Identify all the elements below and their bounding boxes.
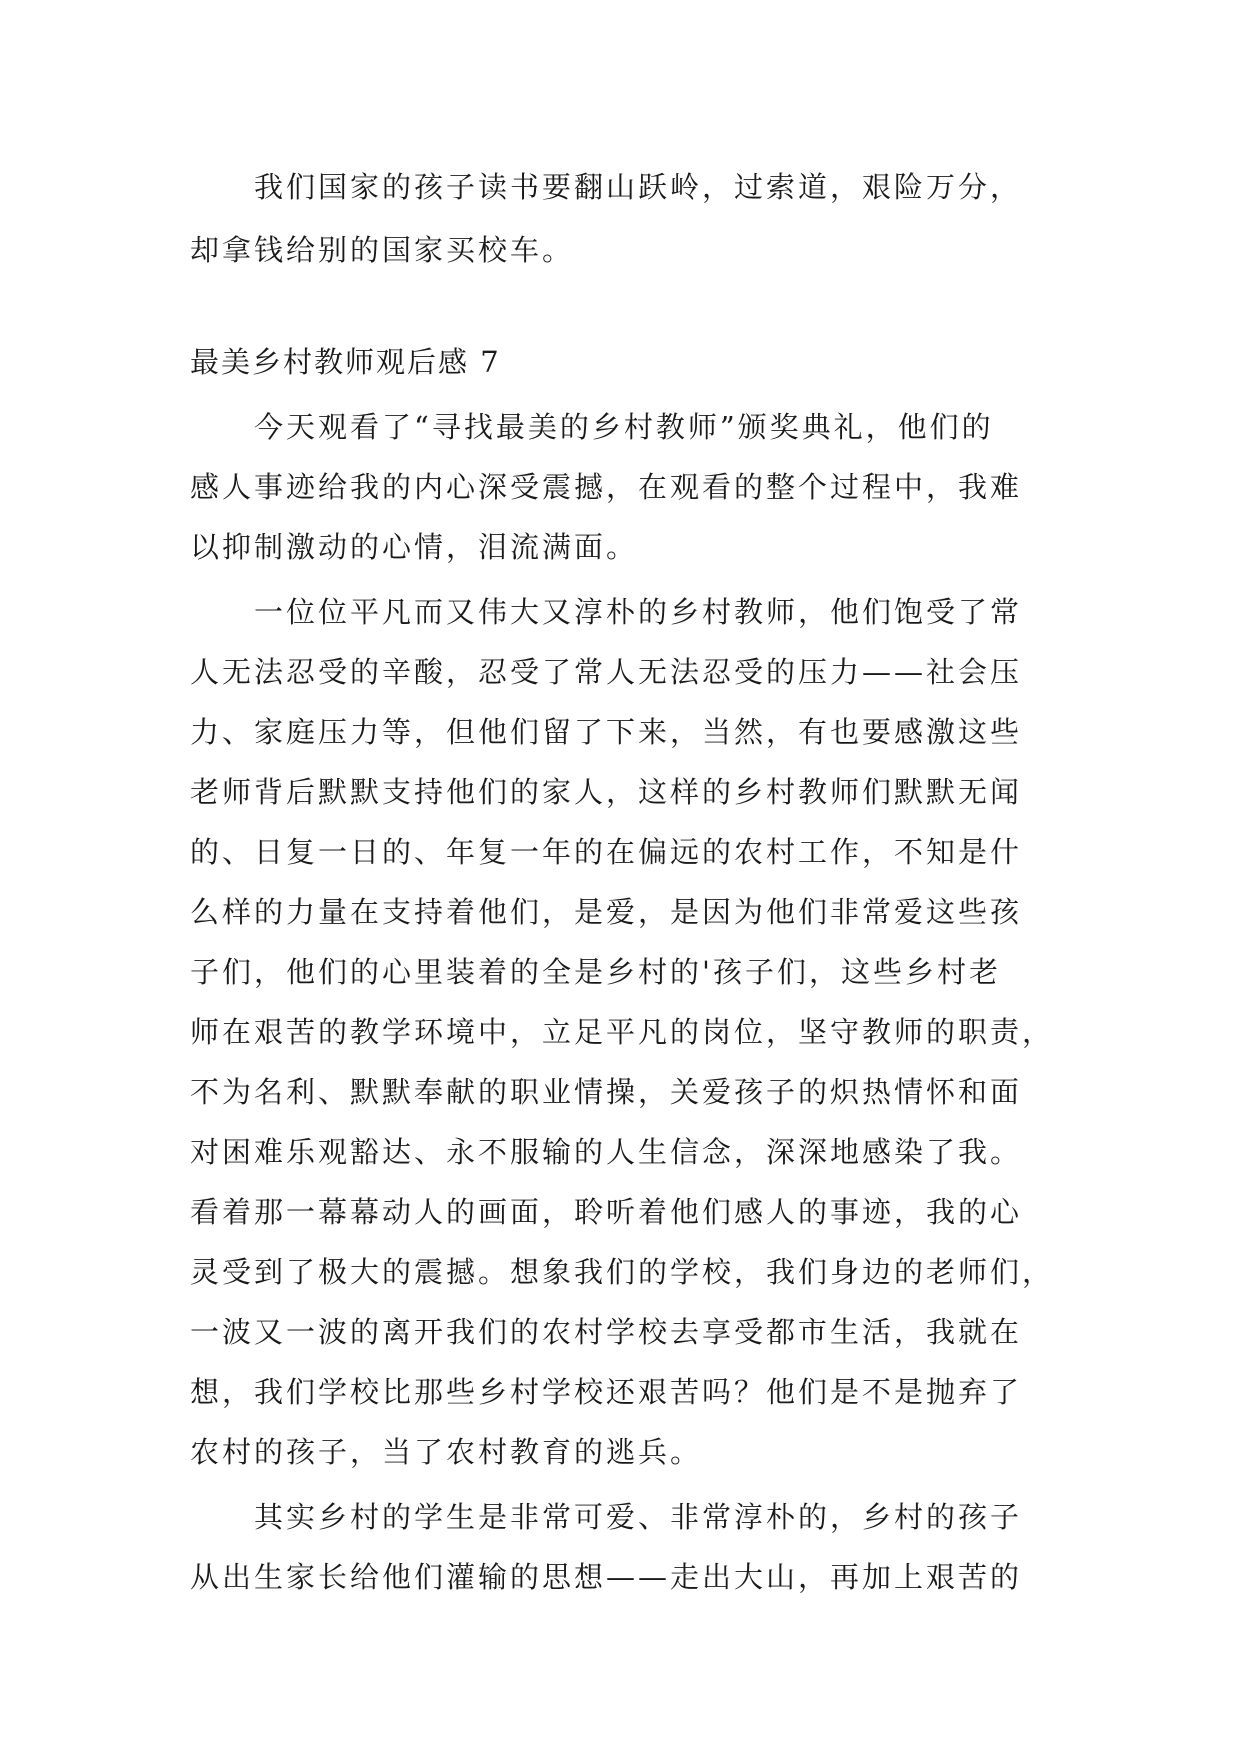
paragraph-line: 其实乡村的学生是非常可爱、非常淳朴的，乡村的孩子: [254, 1500, 1023, 1534]
paragraph-line: 对困难乐观豁达、永不服输的人生信念，深深地感染了我。: [190, 1135, 1023, 1169]
paragraph-line: 我们国家的孩子读书要翻山跃岭，过索道，艰险万分，: [254, 170, 1023, 204]
paragraph-line: 感人事迹给我的内心深受震撼，在观看的整个过程中，我难: [190, 470, 1023, 504]
paragraph-line: 的、日复一日的、年复一年的在偏远的农村工作，不知是什: [190, 835, 1023, 869]
paragraph-line: 老师背后默默支持他们的家人，这样的乡村教师们默默无闻: [190, 775, 1023, 809]
paragraph-line: 师在艰苦的教学环境中，立足平凡的岗位，坚守教师的职责，: [190, 1015, 1055, 1049]
paragraph-line: 看着那一幕幕动人的画面，聆听着他们感人的事迹，我的心: [190, 1195, 1023, 1229]
paragraph-line: 么样的力量在支持着他们，是爱，是因为他们非常爱这些孩: [190, 895, 1023, 929]
paragraph-line: 力、家庭压力等，但他们留了下来，当然，有也要感激这些: [190, 715, 1023, 749]
paragraph-line: 却拿钱给别的国家买校车。: [190, 233, 575, 267]
paragraph-line: 农村的孩子，当了农村教育的逃兵。: [190, 1435, 703, 1469]
paragraph-line: 一波又一波的离开我们的农村学校去享受都市生活，我就在: [190, 1315, 1023, 1349]
paragraph-line: 从出生家长给他们灌输的思想——走出大山，再加上艰苦的: [190, 1560, 1023, 1594]
paragraph-line: 今天观看了“寻找最美的乡村教师”颁奖典礼，他们的: [254, 410, 994, 444]
section-title: 最美乡村教师观后感 7: [190, 345, 501, 379]
paragraph-line: 灵受到了极大的震撼。想象我们的学校，我们身边的老师们，: [190, 1255, 1055, 1289]
paragraph-line: 想，我们学校比那些乡村学校还艰苦吗？他们是不是抛弃了: [190, 1375, 1023, 1409]
paragraph-line: 人无法忍受的辛酸，忍受了常人无法忍受的压力——社会压: [190, 655, 1023, 689]
paragraph-line: 子们，他们的心里装着的全是乡村的'孩子们，这些乡村老: [190, 955, 1001, 989]
paragraph-line: 一位位平凡而又伟大又淳朴的乡村教师，他们饱受了常: [254, 595, 1023, 629]
paragraph-line: 以抑制激动的心情，泪流满面。: [190, 530, 639, 564]
paragraph-line: 不为名利、默默奉献的职业情操，关爱孩子的炽热情怀和面: [190, 1075, 1023, 1109]
